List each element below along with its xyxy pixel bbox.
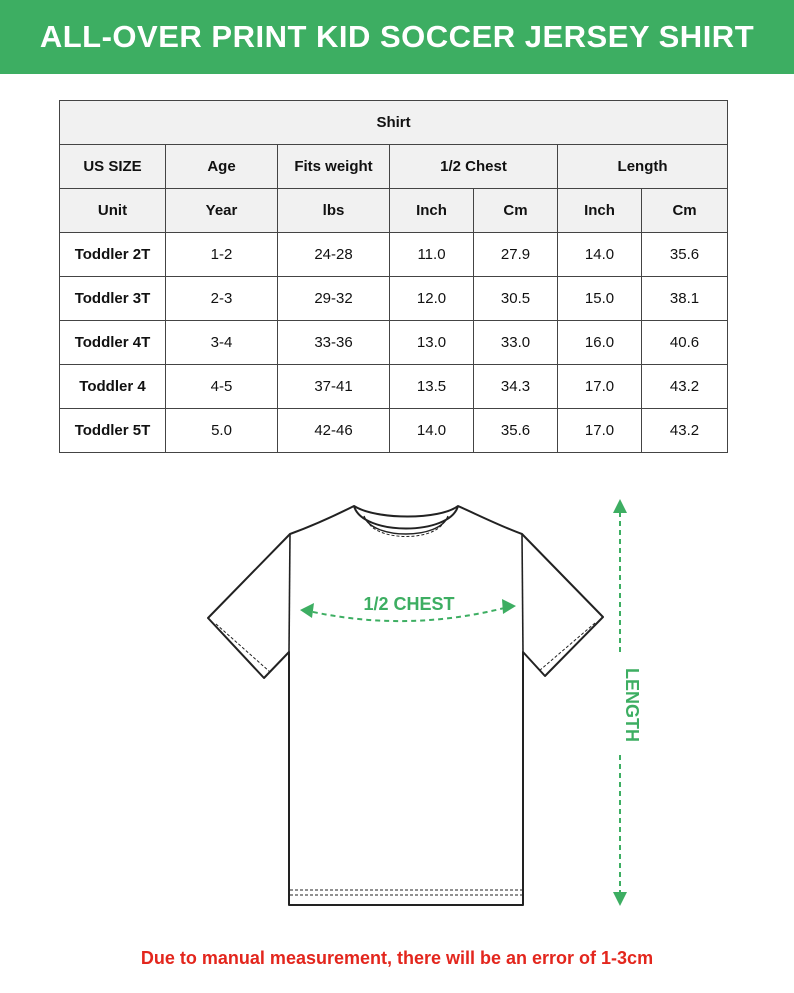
- weight-cell: 33-36: [278, 321, 390, 365]
- chest-cm-cell: 30.5: [474, 277, 558, 321]
- length-inch-cell: 17.0: [558, 365, 642, 409]
- length-inch-cell: 15.0: [558, 277, 642, 321]
- chest-cm-cell: 33.0: [474, 321, 558, 365]
- chest-inch-cell: 13.5: [390, 365, 474, 409]
- size-name: Toddler 4: [60, 365, 166, 409]
- header-length: Length: [558, 145, 728, 189]
- weight-cell: 37-41: [278, 365, 390, 409]
- unit-length-inch: Inch: [558, 189, 642, 233]
- size-name: Toddler 3T: [60, 277, 166, 321]
- measurement-note: Due to manual measurement, there will be an error of 1-3cm: [140, 948, 654, 968]
- length-inch-cell: 14.0: [558, 233, 642, 277]
- chest-cm-cell: 34.3: [474, 365, 558, 409]
- size-name: Toddler 2T: [60, 233, 166, 277]
- unit-lbs: lbs: [278, 189, 390, 233]
- unit-length-cm: Cm: [642, 189, 728, 233]
- length-label: LENGTH: [622, 668, 642, 742]
- length-cm-cell: 43.2: [642, 409, 728, 453]
- page-title: ALL-OVER PRINT KID SOCCER JERSEY SHIRT: [39, 19, 755, 54]
- unit-chest-inch: Inch: [390, 189, 474, 233]
- unit-chest-cm: Cm: [474, 189, 558, 233]
- chest-inch-cell: 12.0: [390, 277, 474, 321]
- length-arrow-bottom-head: [613, 892, 627, 906]
- length-measure: [610, 499, 642, 906]
- length-cm-cell: 38.1: [642, 277, 728, 321]
- length-arrow-top-head: [613, 499, 627, 513]
- weight-cell: 42-46: [278, 409, 390, 453]
- header-us-size: US SIZE: [60, 145, 166, 189]
- header-age: Age: [166, 145, 278, 189]
- chest-inch-cell: 13.0: [390, 321, 474, 365]
- chest-label: 1/2 CHEST: [363, 594, 455, 614]
- length-inch-cell: 17.0: [558, 409, 642, 453]
- header-fits-weight: Fits weight: [278, 145, 390, 189]
- size-name: Toddler 4T: [60, 321, 166, 365]
- unit-year: Year: [166, 189, 278, 233]
- table-caption: Shirt: [60, 101, 728, 145]
- size-name: Toddler 5T: [60, 409, 166, 453]
- tshirt-outline: [208, 506, 603, 905]
- length-inch-cell: 16.0: [558, 321, 642, 365]
- age-cell: 1-2: [166, 233, 278, 277]
- length-cm-cell: 35.6: [642, 233, 728, 277]
- chest-inch-cell: 11.0: [390, 233, 474, 277]
- chest-cm-cell: 27.9: [474, 233, 558, 277]
- weight-cell: 24-28: [278, 233, 390, 277]
- age-cell: 5.0: [166, 409, 278, 453]
- age-cell: 4-5: [166, 365, 278, 409]
- header-half-chest: 1/2 Chest: [390, 145, 558, 189]
- age-cell: 2-3: [166, 277, 278, 321]
- chest-inch-cell: 14.0: [390, 409, 474, 453]
- unit-label: Unit: [60, 189, 166, 233]
- weight-cell: 29-32: [278, 277, 390, 321]
- length-cm-cell: 40.6: [642, 321, 728, 365]
- length-cm-cell: 43.2: [642, 365, 728, 409]
- age-cell: 3-4: [166, 321, 278, 365]
- chest-cm-cell: 35.6: [474, 409, 558, 453]
